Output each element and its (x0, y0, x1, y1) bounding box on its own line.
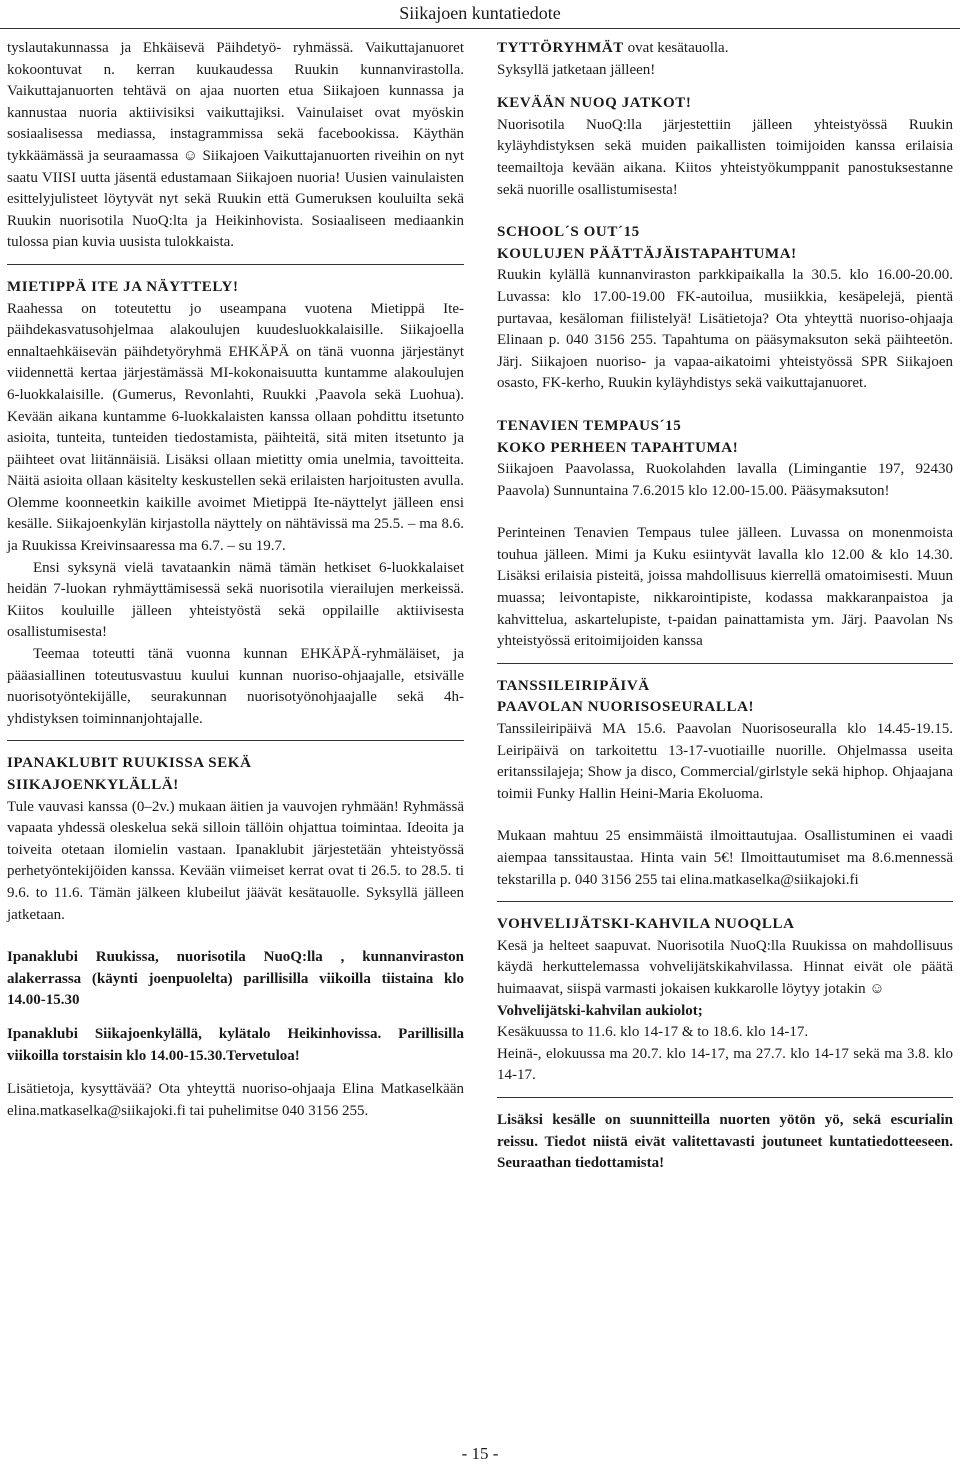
ipanaklubi-ruukki-schedule: Ipanaklubi Ruukissa, nuorisotila NuoQ:lla , kunnanviraston alakerrassa (käynti joenpuolelta) parillisilla viikoilla tiistaina klo 14.00-15.30 (7, 949, 464, 1009)
tyttoryhmat-line-1 (497, 38, 953, 60)
section-divider (497, 901, 953, 902)
nuoq-heading: KEVÄÄN NUOQ JATKOT! (497, 95, 692, 112)
schools-out-heading-line-2: KOULUJEN PÄÄTTÄJÄISTAPAHTUMA! (497, 245, 797, 262)
ipanaklubit-paragraph: Tule vauvasi kanssa (0–2v.) mukaan äitien ja vauvojen ryhmään! Ryhmässä vapaata yhdessä oleskelua sekä silloin tällöin ohjattua toimintaa. Ideoita ja toiveita otetaan ilomielin vastaan. Ipanaklubit järjestetään yhteistyössä perhetyöntekijöiden kanssa. Kevään viimeiset kerrat ovat ti 26.5. to 28.5. ti 9.6. to 11.6. Tämän jälkeen klubeilut jäävät kesätauolle. Syksyllä jälleen jatketaan. (7, 798, 464, 923)
tenavien-tempaus-paragraph: Perinteinen Tenavien Tempaus tulee jälleen. Luvassa on monenmoista touhua jälleen. Mimi ja Kuku esiintyvät lavalla klo 12.00 & klo 14.30. Lisäksi erilaisia pisteitä, joissa mahdollisuus kierrellä omatoimisesti. Muun muassa; leivontapiste, nikkarointipiste, kodassa makkaranpaistoa ja kahvittelua, askartelupiste, t-paidan painattamista ym. Järj. Paavolan Ns yhteistyössä eritoimijoiden kanssa (497, 525, 953, 650)
ipanaklubit-contact: Lisätietoja, kysyttävää? Ota yhteyttä nuoriso-ohjaaja Elina Matkaselkään elina.matkaselka@siikajoki.fi tai puhelimitse 040 3156 255. (7, 1081, 464, 1119)
vohvelijatski-heading: VOHVELIJÄTSKI-KAHVILA NUOQLLA (497, 916, 795, 933)
mietippa-paragraph-2: Ensi syksynä vielä tavataankin nämä tämän hetkiset 6-luokkalaiset heidän 7-luokan ryhmäyttämisessä sekä nuorisotila vierailujen merkeissä. Kiitos kouluille jälleen yhteistyöstä sekä oppilaille aktiivisesta osallistumisesta! (7, 559, 464, 641)
page-header (0, 0, 960, 28)
tanssileiripaiva-paragraph-2: Mukaan mahtuu 25 ensimmäistä ilmoittautujaa. Osallistuminen ei vaadi aiempaa tanssitaustaa. Hinta vain 5€! Ilmoittautumiset ma 8.6.mennessä tekstarilla p. 040 3156 255 tai elina.matkaselka@siikajoki.fi (497, 828, 953, 888)
mietippa-paragraph-1: Raahessa on toteutettu jo useampana vuotena Mietippä Ite- päihdekasvatusohjelmaa alakoulujen kuudesluokkalaisille. Siikajoella ennaltaehkäisevän päihdetyöryhmä EHKÄPÄ on tänä vuonna järjestänyt viidennettä kertaa järjestämässä MI-kokonaisuutta kuntamme alakoulujen 6-luokkalaisille. (Gumerus, Revonlahti, Ruukki ,Paavola sekä Luohua). Kevään aikana kuntamme 6-luokkalaisten kanssa ollaan pohdittu itsetunto asioita, tunteita, tunteiden tiedostamista, päihteitä, sitä miten itsetunto ja päihteet ovat liitännäisiä. Lisäksi ollaan mietitty omia unelmia, tavoitteita. Näitä asioita ollaan käsitelty keskustellen sekä erilaisten harjoitusten avulla. Olemme koonneetkin kaikille avoimet Mietippä Ite-näyttelyt jälleen ensi kesälle. Siikajoenkylän kirjastolla näyttely on nähtävissä ma 25.5. – ma 8.6. ja Ruukissa Kreivinsaaressa ma 6.7. – su 19.7. (7, 300, 464, 555)
tenavien-tempaus-heading-line-2: KOKO PERHEEN TAPAHTUMA! (497, 439, 739, 456)
vohvelijatski-hours-july-august: Heinä-, elokuussa ma 20.7. klo 14-17, ma 27.7. klo 14-17 sekä ma 3.8. klo 14-17. (497, 1045, 953, 1084)
page-number: - 15 - (461, 1444, 499, 1463)
tyttoryhmat-status: ovat kesätauolla. (623, 40, 729, 56)
ipanaklubit-heading-line-1: IPANAKLUBIT RUUKISSA SEKÄ (7, 755, 252, 772)
schools-out-heading-line-1: SCHOOL´S OUT´15 (497, 224, 640, 241)
nuoq-paragraph: Nuorisotila NuoQ:lla järjestettiin jälleen yhteistyössä Ruukin kyläyhdistyksen sekä muiden paikallisten toimijoiden kanssa erilaisia teemailtoja kevään aikana. Kiitos yhteistyökumppanit panostuksestanne sekä nuorille osallistumisesta! (497, 116, 953, 198)
header-divider (0, 28, 960, 29)
tanssileiripaiva-heading-line-1: TANSSILEIRIPÄIVÄ (497, 677, 650, 694)
vohvelijatski-hours-label: Vohvelijätski-kahvilan aukiolot; (497, 1002, 703, 1019)
tyttoryhmat-line-2: Syksyllä jatketaan jälleen! (497, 61, 656, 78)
schools-out-paragraph: Ruukin kylällä kunnanviraston parkkipaikalla la 30.5. klo 16.00-20.00. Luvassa: klo 17.00-19.00 FK-autoilua, musiikkia, kesäpelejä, pientä purtavaa, kesäloman fiilistelyä! Lisätietoja? Ota yhteyttä nuoriso-ohjaaja Elinaan p. 040 3156 255. Tapahtuma on pääsymaksuton sekä päihteetön. Järj. Siikajoen nuoriso- ja vapaa-aikatoimi yhteistyössä SPR Siikajoen osasto, FK-kerho, Ruukin kyläyhdistys sekä vaikuttajanuoret. (497, 267, 953, 392)
vohvelijatski-hours-june: Kesäkuussa to 11.6. klo 14-17 & to 18.6. klo 14-17. (497, 1024, 809, 1041)
section-divider (7, 740, 464, 741)
tanssileiripaiva-paragraph-1: Tanssileiripäivä MA 15.6. Paavolan Nuorisoseuralla klo 14.45-19.15. Leiripäivä on tarkoitettu 13-17-vuotiaille nuorille. Ohjelmassa useita eritanssilajeja; Show ja disco, Commercial/girlstyle sekä hiphop. Ohjaajana toimii Funky Hallin Heini-Maria Ekoluoma. (497, 721, 953, 802)
left-column (7, 38, 464, 1122)
section-divider (7, 264, 464, 265)
right-column (497, 38, 953, 1175)
ipanaklubi-siikajoenkyla-schedule: Ipanaklubi Siikajoenkylällä, kylätalo Heikinhovissa. Parillisilla viikoilla torstaisin klo 14.00-15.30.Tervetuloa! (7, 1025, 464, 1064)
closing-note: Lisäksi kesälle on suunnitteilla nuorten yötön yö, sekä escurialin reissu. Tiedot niistä eivät valitettavasti joutuneet kuntatiedotteeseen. Seuraathan tiedottamista! (497, 1111, 953, 1172)
tenavien-tempaus-heading-line-1: TENAVIEN TEMPAUS´15 (497, 417, 682, 434)
vaikuttajanuoret-text: tyslautakunnassa ja Ehkäisevä Päihdetyö- ryhmässä. Vaikuttajanuoret kokoontuvat n. kerran kuukaudessa Ruukin kunnanvirastolla. Vaikuttajanuorten tehtävä on ajaa nuorten etua Siikajoen kunnassa ja kannustaa nuoria aktiivisiksi vaikuttajiksi. Vainulaiset ovat myöskin sosiaalisessa mediassa, instagrammissa sekä facebookissa. Käythän tykkäämässä ja seuraamassa ☺ Siikajoen Vaikuttajanuorten riveihin on nyt saatu VIISI uutta jäsentä edustamaan Siikajoen nuoria! Uusien vainulaisten esittelyjulisteet löytyvät nyt sekä Ruukin että Gumeruksen kouluilta sekä Ruukin nuorisotila NuoQ:lta ja Heikinhovista. Sosiaaliseen mediaankin tulossa pian kuvia uusista tulokkaista. (7, 40, 464, 251)
vohvelijatski-paragraph: Kesä ja helteet saapuvat. Nuorisotila NuoQ:lla Ruukissa on mahdollisuus käydä herkuttelemassa vohvelijätskikahvilassa. Hinnat eivät ole päätä huimaavat, siispä varmasti jokaisen kukkarolle löytyy jotakin ☺ (497, 937, 953, 997)
tenavien-tempaus-details: Siikajoen Paavolassa, Ruokolahden lavalla (Limingantie 197, 92430 Paavola) Sunnuntaina 7.6.2015 klo 12.00-15.00. Pääsymaksuton! (497, 461, 953, 499)
tyttoryhmat-heading: TYTTÖRYHMÄT (497, 40, 624, 56)
tanssileiripaiva-heading-line-2: PAAVOLAN NUORISOSEURALLA! (497, 699, 755, 716)
newsletter-title: Siikajoen kuntatiedote (399, 3, 561, 23)
mietippa-heading: MIETIPPÄ ITE JA NÄYTTELY! (7, 278, 239, 295)
section-divider (497, 663, 953, 664)
mietippa-paragraph-3: Teemaa toteutti tänä vuonna kunnan EHKÄPÄ-ryhmäläiset, ja pääasiallinen toteutusvastuu kuului kunnan nuoriso-ohjaajalle, etsivälle nuorisotyöntekijälle, seurakunnan nuorisotyönohjaajalle sekä 4h-yhdistyksen toiminnanjohtajalle. (7, 646, 464, 727)
section-divider (497, 1097, 953, 1098)
ipanaklubit-heading-line-2: SIIKAJOENKYLÄLLÄ! (7, 777, 179, 793)
